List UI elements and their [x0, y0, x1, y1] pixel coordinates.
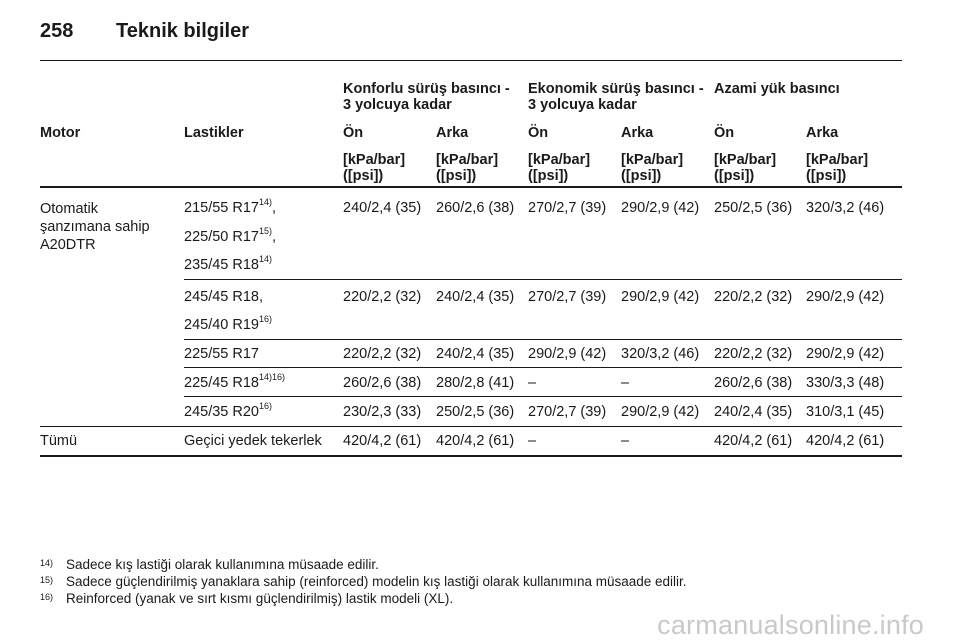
page-number: 258 [40, 20, 74, 42]
motor-cell: Otomatik şanzımana sahip A20DTR [40, 201, 150, 253]
tire-size: 225/50 R17$^{15)}$, [184, 226, 277, 245]
pressure-cell: 310/3,1 (45) [806, 404, 885, 420]
pressure-cell: – [528, 433, 537, 449]
col-header-rear: Arka [436, 125, 469, 141]
table-bottom-rule [40, 455, 902, 457]
motor-group-divider [40, 426, 902, 427]
tire-size: 245/40 R19$^{16)}$ [184, 314, 272, 333]
pressure-cell: 290/2,9 (42) [621, 200, 700, 216]
header-rule [40, 60, 902, 61]
group-header-max-load: Azami yük basıncı [714, 81, 840, 97]
pressure-cell: 290/2,9 (42) [806, 289, 885, 305]
footnote: 14) Sadece kış lastiği olarak kullanımına müsaade edilir. [40, 557, 379, 572]
row-divider [184, 396, 902, 397]
watermark: carmanualsonline.info [657, 610, 924, 640]
page-title: Teknik bilgiler [116, 20, 249, 42]
tire-size: Geçici yedek tekerlek [184, 433, 322, 449]
pressure-cell: 290/2,9 (42) [528, 346, 607, 362]
footnote: 15) Sadece güçlendirilmiş yanaklara sahip (reinforced) modelin kış lastiği olarak kullanımına müsaade edilir. [40, 574, 687, 589]
pressure-cell: 290/2,9 (42) [621, 289, 700, 305]
tire-size: 225/45 $R18^{14)16)}$ [184, 372, 285, 391]
footnote: 16) Reinforced (yanak ve sırt kısmı güçlendirilmiş) lastik modeli (XL). [40, 591, 454, 606]
col-header-front: Ön [714, 125, 735, 141]
row-divider [184, 279, 902, 280]
col-header-front: Ön [343, 125, 364, 141]
pressure-cell: 240/2,4 (35) [714, 404, 793, 420]
pressure-cell: 270/2,7 (39) [528, 404, 607, 420]
unit-label: [kPa/bar] ([psi]) [714, 152, 777, 184]
pressure-cell: 220/2,2 (32) [714, 289, 793, 305]
row-divider [184, 339, 902, 340]
pressure-cell: 280/2,8 (41) [436, 375, 515, 391]
col-header-tires: Lastikler [184, 125, 244, 141]
pressure-cell: 420/4,2 (61) [714, 433, 793, 449]
pressure-cell: 260/2,6 (38) [436, 200, 515, 216]
pressure-cell: 240/2,4 (35) [436, 346, 515, 362]
tire-size: 245/35 R20$^{16)}$ [184, 401, 272, 420]
pressure-cell: 290/2,9 (42) [806, 346, 885, 362]
pressure-cell: 320/3,2 (46) [806, 200, 885, 216]
tire-size: 235/45 R18$^{14)}$ [184, 254, 272, 273]
pressure-cell: 250/2,5 (36) [436, 404, 515, 420]
row-divider [184, 367, 902, 368]
pressure-cell: 420/4,2 (61) [806, 433, 885, 449]
pressure-cell: 240/2,4 (35) [436, 289, 515, 305]
pressure-cell: 220/2,2 (32) [343, 346, 422, 362]
unit-label: [kPa/bar] ([psi]) [528, 152, 591, 184]
pressure-cell: 270/2,7 (39) [528, 200, 607, 216]
pressure-cell: 320/3,2 (46) [621, 346, 700, 362]
table-header-rule [40, 186, 902, 188]
tire-size: 245/45 R18, [184, 289, 264, 305]
pressure-cell: – [621, 433, 630, 449]
pressure-cell: 330/3,3 (48) [806, 375, 885, 391]
pressure-cell: 260/2,6 (38) [714, 375, 793, 391]
tire-size: 225/55 R17 [184, 346, 259, 362]
pressure-cell: 220/2,2 (32) [714, 346, 793, 362]
pressure-cell: 420/4,2 (61) [436, 433, 515, 449]
group-header-comfort: Konforlu sürüş basıncı - 3 yolcuya kadar [343, 81, 510, 113]
pressure-cell: – [621, 375, 630, 391]
motor-cell: Tümü [40, 433, 78, 449]
pressure-cell: 290/2,9 (42) [621, 404, 700, 420]
col-header-motor: Motor [40, 125, 81, 141]
group-header-eco: Ekonomik sürüş basıncı - 3 yolcuya kadar [528, 81, 704, 113]
page-header [40, 20, 249, 43]
pressure-cell: 220/2,2 (32) [343, 289, 422, 305]
pressure-cell: 270/2,7 (39) [528, 289, 607, 305]
col-header-rear: Arka [621, 125, 654, 141]
pressure-cell: 250/2,5 (36) [714, 200, 793, 216]
unit-label: [kPa/bar] ([psi]) [436, 152, 499, 184]
pressure-cell: – [528, 375, 537, 391]
unit-label: [kPa/bar] ([psi]) [343, 152, 406, 184]
tire-size: 215/55 R17$^{14)}$, [184, 197, 277, 216]
pressure-cell: 260/2,6 (38) [343, 375, 422, 391]
pressure-cell: 230/2,3 (33) [343, 404, 422, 420]
unit-label: [kPa/bar] ([psi]) [806, 152, 869, 184]
col-header-rear: Arka [806, 125, 839, 141]
pressure-cell: 240/2,4 (35) [343, 200, 422, 216]
unit-label: [kPa/bar] ([psi]) [621, 152, 684, 184]
pressure-cell: 420/4,2 (61) [343, 433, 422, 449]
col-header-front: Ön [528, 125, 549, 141]
